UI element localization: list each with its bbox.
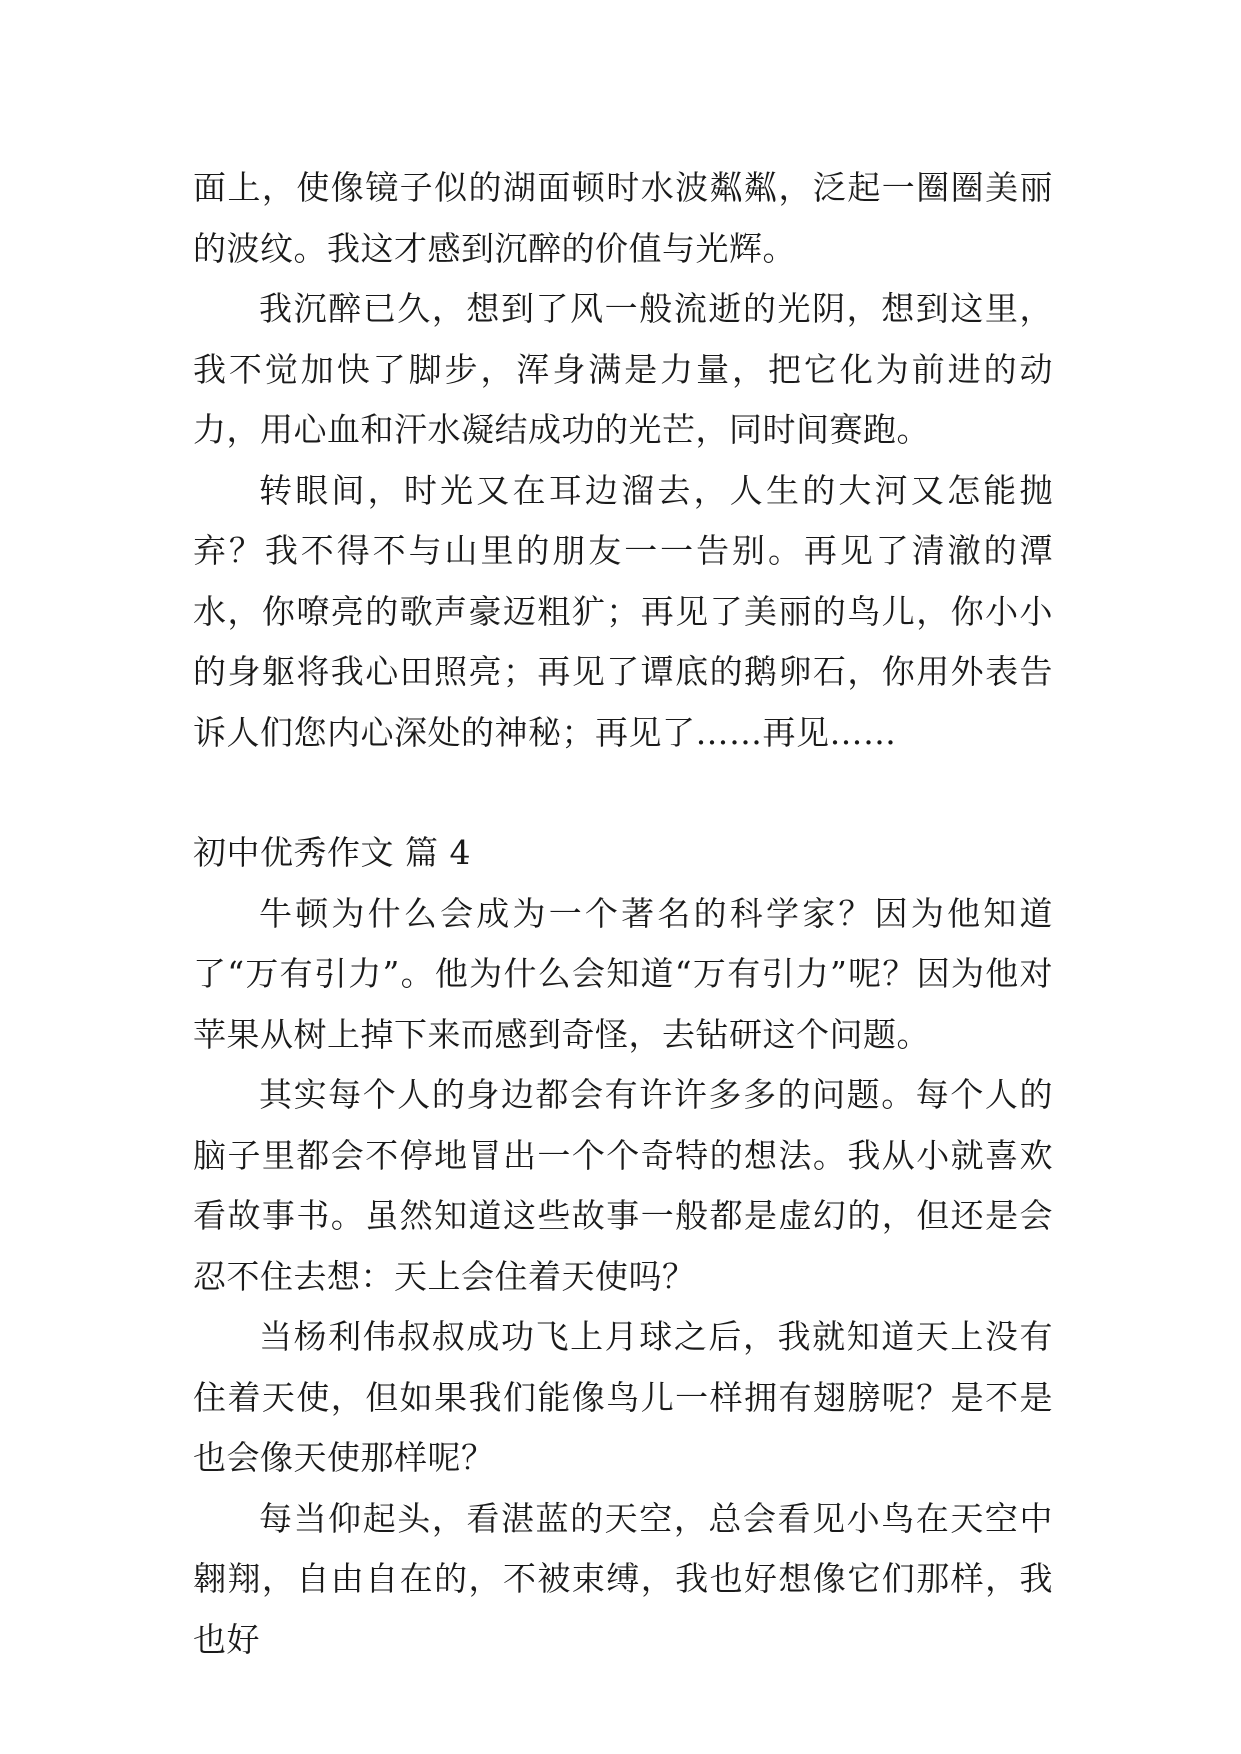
paragraph: 每当仰起头，看湛蓝的天空，总会看见小鸟在天空中翱翔，自由自在的，不被束缚，我也好想像它们那样，我也好 <box>193 1498 1053 1659</box>
paragraph: 我沉醉已久，想到了风一般流逝的光阴，想到这里，我不觉加快了脚步，浑身满是力量，把它化为前进的动力，用心血和汗水凝结成功的光芒，同时间赛跑。 <box>193 289 1053 449</box>
section-heading: 初中优秀作文 篇 4 <box>193 833 471 872</box>
paragraph: 转眼间，时光又在耳边溜去，人生的大河又怎能抛弃？我不得不与山里的朋友一一告别。再见了清澈的潭水，你嘹亮的歌声豪迈粗犷；再见了美丽的鸟儿，你小小的身躯将我心田照亮；再见了谭底的鹅卵石，你用外表告诉人们您内心深处的神秘；再见了……再见…… <box>193 470 1053 752</box>
paragraph: 其实每个人的身边都会有许许多多的问题。每个人的脑子里都会不停地冒出一个个奇特的想法。我从小就喜欢看故事书。虽然知道这些故事一般都是虚幻的，但还是会忍不住去想：天上会住着天使吗？ <box>193 1075 1053 1296</box>
paragraph-continuation: 面上，使像镜子似的湖面顿时水波粼粼，泛起一圈圈美丽的波纹。我这才感到沉醉的价值与光辉。 <box>193 168 1053 268</box>
paragraph: 牛顿为什么会成为一个著名的科学家？因为他知道了“万有引力”。他为什么会知道“万有引力”呢？因为他对苹果从树上掉下来而感到奇怪，去钻研这个问题。 <box>193 893 1053 1054</box>
document-body <box>193 158 1053 1670</box>
paragraph: 当杨利伟叔叔成功飞上月球之后，我就知道天上没有住着天使，但如果我们能像鸟儿一样拥有翅膀呢？是不是也会像天使那样呢？ <box>193 1317 1053 1477</box>
